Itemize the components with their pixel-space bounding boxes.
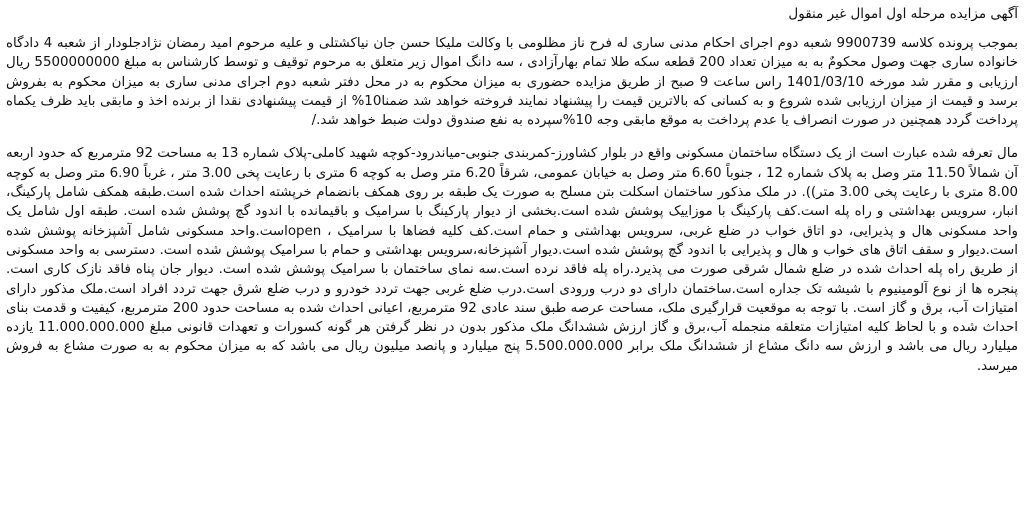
notice-paragraph-property-description: مال تعرفه شده عبارت است از یک دستگاه ساختمان مسکونی واقع در بلوار کشاورز-کمربندی جنوبی-میاندرود-کوچه شهید کاملی-پلاک شماره 13 به مساحت 92 مترمربع که حدود اربعه آن شمالاً 11.50 متر وصل به پلاک شماره 12 ، جنوباً 6.60 متر وصل به خیابان عمومی، شرقاً 6.20 متر وصل به کوچه 6 متری با رعایت پخی 3.00 متر ، غرباً 6.90 متر وصل به کوچه 8.00 متری با رعایت پخی 3.00 متر)). در ملک مذکور ساختمان اسکلت بتن مسلح به صورت یک طبقه بر روی همکف بانضمام خرپشته احداث شده است.طبقه همکف شامل پارکینگ، انبار، سرویس بهداشتی و راه پله است.کف پارکینگ با موزاییک پوشش شده است.بخشی از دیوار پارکینگ با سرامیک و باقیمانده با اندود گچ پوشش شده است. طبقه اول شامل یک واحد مسکونی هال و پذیرایی، دو اتاق خواب در ضلع غربی، سرویس بهداشتی و حمام است.کف کلیه فضاها با سرامیک ، openاست.واحد مسکونی شامل آشپزخانه پوشش شده است.دیوار و سقف اتاق های خواب و هال و پذیرایی با اندود گچ پوشش شده است.دیوار آشپزخانه،سرویس بهداشتی و حمام با سرامیک پوشش شده است. دسترسی به واحد مسکونی از طریق راه پله احداث شده در ضلع شمال شرقی صورت می پذیرد.راه پله فاقد نرده است.سه نمای ساختمان با سرامیک پوشش شده است. دیوار جان پناه فاقد نازک کاری است. پنجره ها از نوع آلومینیوم با شیشه تک جداره است.ساختمان دارای دو درب ورودی است.درب ضلع غربی جهت تردد خودرو و درب ضلع شرق جهت تردد افراد است.ملک مذکور دارای امتیازات آب، برق و گاز است. با توجه به موقعیت قرارگیری ملک، مساحت عرصه طبق سند عادی 92 مترمربع، اعیانی احداث شده به مساحت حدود 200 مترمربع، کیفیت و قدمت بنای احداث شده و با لحاظ کلیه امتیازات متعلقه منجمله آب،برق و گاز ارزش ششدانگ ملک مذکور بدون در نظر گرفتن هر گونه کسورات و تعهدات قانونی مبلغ 11.000.000.000 یازده میلیارد ریال می باشد و ارزش سه دانگ مشاع از ششدانگ ملک برابر 5.500.000.000 پنج میلیارد و پانصد میلیون ریال می باشد که به میزان محکوم به به صورت مشاع به فروش میرسد. [6,146,1019,374]
notice-title: آگهی مزایده مرحله اول اموال غیر منقول [788,6,1018,22]
notice-paragraph-case-details: بموجب پرونده کلاسه 9900739 شعبه دوم اجرای احکام مدنی ساری له فرح ناز مظلومی با وکالت ملیکا حسن جان نیاکشتلی و علیه مرحوم امید رمضان نژادجلودار از شعبه 4 دادگاه خانواده ساری جهت وصول محکومٌ به به میزان تعداد 200 قطعه سکه طلا تمام بهارآزادی ، سه دانگ اموال زیر متعلق به مرحوم توقیف و توسط کارشناس به مبلغ 5500000000 ریال ارزیابی و مقرر شد مورخه 1401/03/10 راس ساعت 9 صبح از طریق مزایده حضوری به میزان محکوم به در محل دفتر شعبه دوم اجرای مدنی ساری به میزان محکوم به بفروش برسد و قیمت از میزان ارزیابی شده شروع و به کسانی که بالاترین قیمت را پیشنهاد نمایند فروخته خواهد شد ضمنا10% از قیمت پیشنهادی نقدا از برنده اخذ و مابقی باید ظرف یکماه پرداخت گردد همچنین در صورت انصراف یا عدم پرداخت به موقع مابقی وجه 10%سپرده به نفع صندوق دولت ضبط خواهد شد./ [6,36,1019,129]
